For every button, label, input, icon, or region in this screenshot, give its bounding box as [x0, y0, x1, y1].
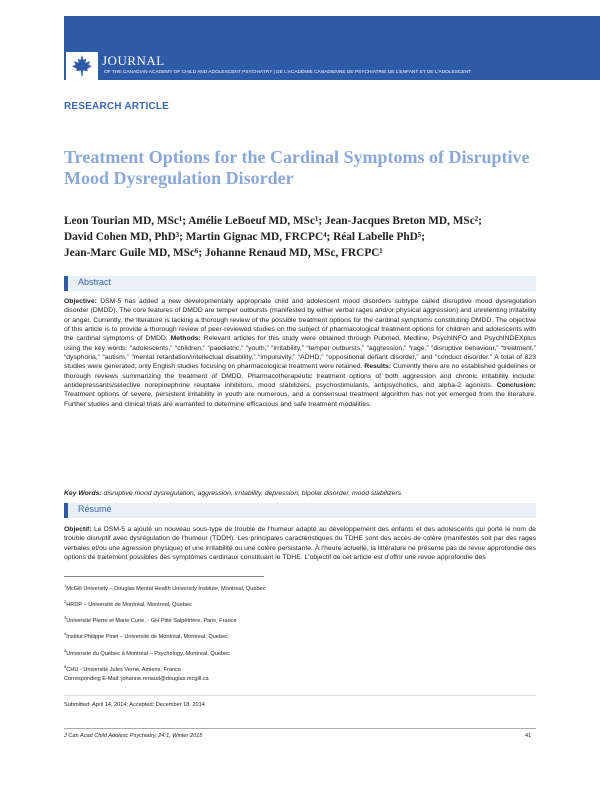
affiliation-item: $^3$Université Pierre et Marie Curie, - GH Pitié Salpêtrière, Paris, France [64, 615, 237, 625]
journal-subtitle: OF THE CANADIAN ACADEMY OF CHILD AND ADOLESCENT PSYCHIATRY | DE L'ACADÉMIE CANADIENNE DE PSYCHIATRIE DE L'ENFANT ET DE L'ADOLESCENT [104, 70, 472, 75]
abstract-body [64, 297, 536, 409]
keywords [64, 489, 536, 498]
article-type: RESEARCH ARTICLE [64, 101, 170, 112]
affiliation-item: $^6$CHU - Université Jules Verne, Amiens, France [64, 663, 181, 673]
authors-line: Leon Tourian MD, MSc¹; Amélie LeBoeuf MD, MSc¹; Jean-Jacques Breton MD, MSc²; [64, 215, 482, 227]
contact-divider [64, 695, 536, 696]
corresponding-email: Corresponding E-Mail: johanne.renaud@douglas.mcgill.ca [64, 676, 209, 682]
objectif-label: Objectif: [64, 526, 92, 533]
footer-divider [64, 728, 536, 729]
methods-text: Relevant articles for this study were obtained through Pubmed, Medline, PsychINFO and PsychINDEXplus using the key words: “adolescents,” “children,” “paediatric,” “youth,” “irritability,” “temper outbursts,” “aggression,” “rage,” “disruptive behaviour,” “treatment,” “dysphoria,” “autism,” “mental retardation/intellectual disability,” “impulsivity,” “ADHD,” “oppositional defiant disorder,” and “conduct disorder.” A total of 823 studies were generated; only English studies focusing on pharmacological treatment were retained. [64, 335, 536, 371]
journal-header [0, 0, 600, 84]
authors-line: David Cohen MD, PhD³; Martin Gignac MD, FRCPC⁴; Réal Labelle PhD⁵; [64, 231, 425, 243]
heading-accent-bar [64, 503, 68, 518]
methods-label: Methods: [167, 335, 201, 343]
affiliation-divider [64, 576, 264, 577]
abstract-heading [64, 276, 536, 291]
page-number: 41 [525, 733, 532, 739]
maple-leaf-icon [70, 54, 94, 78]
journal-title: JOURNAL [102, 53, 165, 68]
resume-heading [64, 503, 536, 518]
submission-dates: Submitted: April 14, 2014; Accepted: December 18, 2014 [64, 702, 205, 708]
conclusion-label: Conclusion: [492, 382, 536, 390]
keywords-label: Key Words: [64, 490, 102, 497]
heading-accent-bar [64, 276, 68, 291]
resume-heading-label: Résumé [78, 504, 112, 514]
footer-citation: J Can Acad Child Adolesc Psychiatry, 24:1, Winter 2015 [64, 733, 203, 739]
affiliation-list [64, 583, 464, 680]
conclusion-text: Treatment options of severe, persistent irritability in youth are numerous, and a consensual treatment algorithm has not yet emerged from the literature. Further studies and clinical trials are warranted to determine efficacious and safe treatment modalities. [64, 391, 536, 408]
objective-label: Objective: [64, 298, 97, 305]
article-title: Treatment Options for the Cardinal Symptoms of Disruptive Mood Dysregulation Disorder [64, 147, 530, 188]
abstract-heading-label: Abstract [78, 277, 112, 287]
results-label: Results: [362, 363, 392, 371]
keywords-text: disruptive mood dysregulation, aggression, irritability, depression, bipolar disorder, mood stabilizers [101, 490, 402, 497]
resume-body [64, 525, 536, 562]
results-text: Currently there are no established guidelines or thorough reviews summarizing the treatment of DMDD. Pharmacotherapeutic treatment options of both aggression and chronic irritability include: antidepressants/selective norepinephrine reuptake inhibitors, mood stabilizers, psychostimulants, antipsychotics, and alpha-2 agonists. [64, 363, 536, 390]
author-list [64, 213, 544, 261]
authors-line: Jean-Marc Guile MD, MSc⁶; Johanne Renaud MD, MSc, FRCPC¹ [64, 247, 383, 259]
affiliation-item: $^4$Institut Philippe Pinel – Université de Montréal, Montreal, Quebec [64, 631, 228, 641]
objective-text: DSM-5 has added a new developmentally appropriate child and adolescent mood disorders subtype called disruptive mood dysregulation disorder (DMDD). The core features of DMDD are temper outbursts (manifested by either verbal rages and/or physical aggression) and unrelenting irritability or anger. Currently, the literature is lacking a thorough review of the possible treatment options for the cardinal symptoms constituting DMDD. The objective of this article is to provide a thorough review of peer-reviewed studies on the subject of pharmacological treatment options for children and adolescents with the cardinal symptoms of DMDD. [64, 298, 536, 343]
affiliation-item: $^5$Université du Québec à Montréal – Psychology, Montreal, Quebec [64, 647, 230, 657]
resume-text: Le DSM-5 a ajouté un nouveau sous-type de trouble de l'humeur adapté au développement des enfants et des adolescents qui porte le nom de trouble disruptif avec dysrégulation de l'humeur (TDDH). Les principales caractéristiques du TDHE sont des accès de colère (manifestés soit par des rages verbales et/ou une agression physique) et une irritabilité ou une colère persistante. À l'heure actuelle, la littérature ne présente pas de revue approfondie des options de traitement possibles des symptômes cardinaux constituant le TDHE. L'objectif de cet article est d'offrir une revue approfondie des [64, 526, 536, 562]
affiliation-item: $^1$McGill University – Douglas Mental Health University Institute, Montreal, Quebec [64, 583, 266, 592]
affiliation-item: $^2$HRDP – Université de Montréal, Montreal, Quebec [64, 599, 192, 609]
